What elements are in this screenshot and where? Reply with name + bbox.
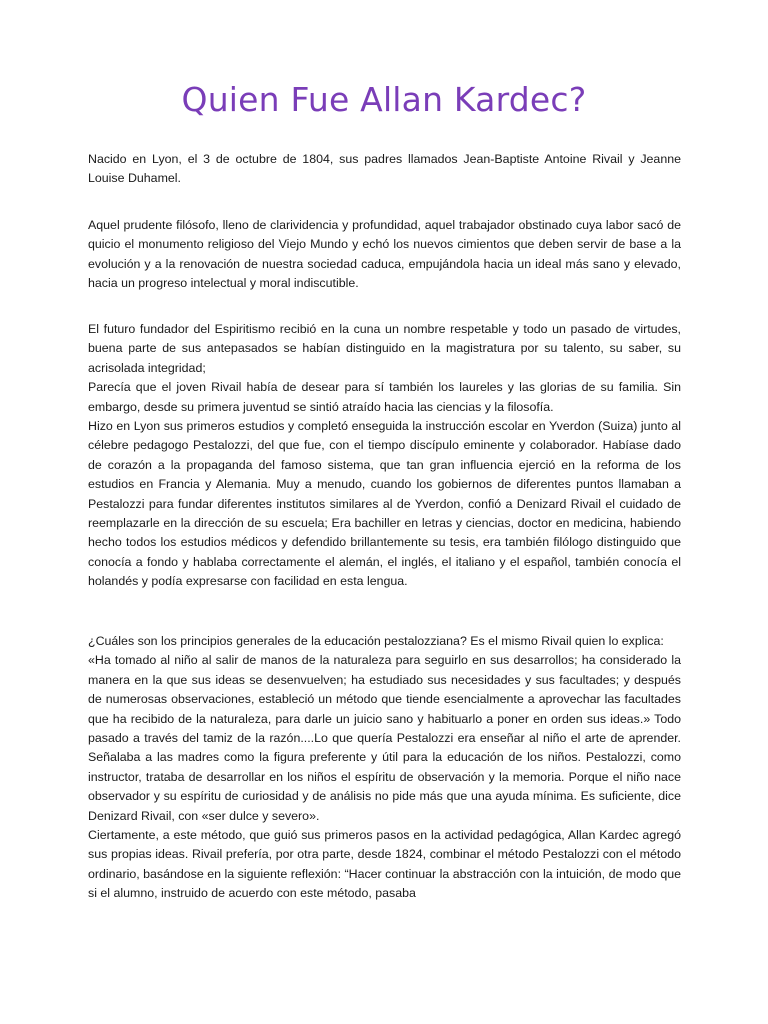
paragraph-pestalozzi-method bbox=[88, 632, 681, 904]
paragraph-education bbox=[88, 320, 681, 592]
paragraph-line: El futuro fundador del Espiritismo recibió en la cuna un nombre respetable y todo un pasado de virtudes, buena parte de sus antepasados se habían distinguido en la magistratura por su talento, su saber, su acrisolada integridad; bbox=[88, 322, 681, 375]
paragraph-line: Aquel prudente filósofo, lleno de clarividencia y profundidad, aquel trabajador obstinado cuya labor sacó de quicio el monumento religioso del Viejo Mundo y echó los nuevos cimientos que deben servir de base a la evolución y a la renovación de nuestra sociedad caduca, empujándola hacia un ideal más sano y elevado, hacia un progreso intelectual y moral indiscutible. bbox=[88, 218, 681, 291]
paragraph-line: ¿Cuáles son los principios generales de la educación pestalozziana? Es el mismo Rivail quien lo explica: bbox=[88, 634, 664, 648]
paragraph-line: Nacido en Lyon, el 3 de octubre de 1804, sus padres llamados Jean-Baptiste Antoine Rivail y Jeanne Louise Duhamel. bbox=[88, 152, 681, 186]
paragraph-line: «Ha tomado al niño al salir de manos de la naturaleza para seguirlo en sus desarrollos; ha considerado la manera en la que sus ideas se desenvuelven; ha estudiado sus necesidades y sus facultades; y después de numerosas observaciones, estableció un método que tiende esencialmente a aprovechar las facultades que ha recibido de la naturaleza, para darle un juicio sano y habituarlo a poner en orden sus ideas.» Todo pasado a través del tamiz de la razón....Lo que quería Pestalozzi era enseñar al niño el arte de aprender. Señalaba a las madres como la figura preferente y útil para la educación de los niños. Pestalozzi, como instructor, trataba de desarrollar en los niños el espíritu de observación y la memoria. Porque el niño nace observador y su espíritu de curiosidad y de análisis no pide más que una ayuda mínima. Es suficiente, dice Denizard Rivail, con «ser dulce y severo». bbox=[88, 653, 681, 823]
paragraph-philosopher bbox=[88, 216, 681, 294]
paragraph-line: Hizo en Lyon sus primeros estudios y completó enseguida la instrucción escolar en Yverdon (Suiza) junto al célebre pedagogo Pestalozzi, del que fue, con el tiempo discípulo eminente y colaborador. Habíase dado de corazón a la propaganda del famoso sistema, que tan gran influencia ejerció en la reforma de los estudios en Francia y Alemania. Muy a menudo, cuando los gobiernos de diferentes puntos llamaban a Pestalozzi para fundar diferentes institutos similares al de Yverdon, confió a Denizard Rivail el cuidado de reemplazarle en la dirección de su escuela; Era bachiller en letras y ciencias, doctor en medicina, habiendo hecho todos los estudios médicos y defendido brillantemente su tesis, era también filólogo distinguido que conocía a fondo y hablaba correctamente el alemán, el inglés, el italiano y el español, también conocía el holandés y podía expresarse con facilidad en esta lengua. bbox=[88, 419, 681, 589]
paragraph-line: Ciertamente, a este método, que guió sus primeros pasos en la actividad pedagógica, Allan Kardec agregó sus propias ideas. Rivail prefería, por otra parte, desde 1824, combinar el método Pestalozzi con el método ordinario, basándose en la siguiente reflexión: “Hacer continuar la abstracción con la intuición, de modo que si el alumno, instruido de acuerdo con este método, pasaba bbox=[88, 828, 681, 901]
paragraph-line: Parecía que el joven Rivail había de desear para sí también los laureles y las glorias de su familia. Sin embargo, desde su primera juventud se sintió atraído hacia las ciencias y la filosofía. bbox=[88, 380, 681, 414]
document-title: Quien Fue Allan Kardec? bbox=[181, 80, 587, 119]
paragraph-birth bbox=[88, 150, 681, 189]
